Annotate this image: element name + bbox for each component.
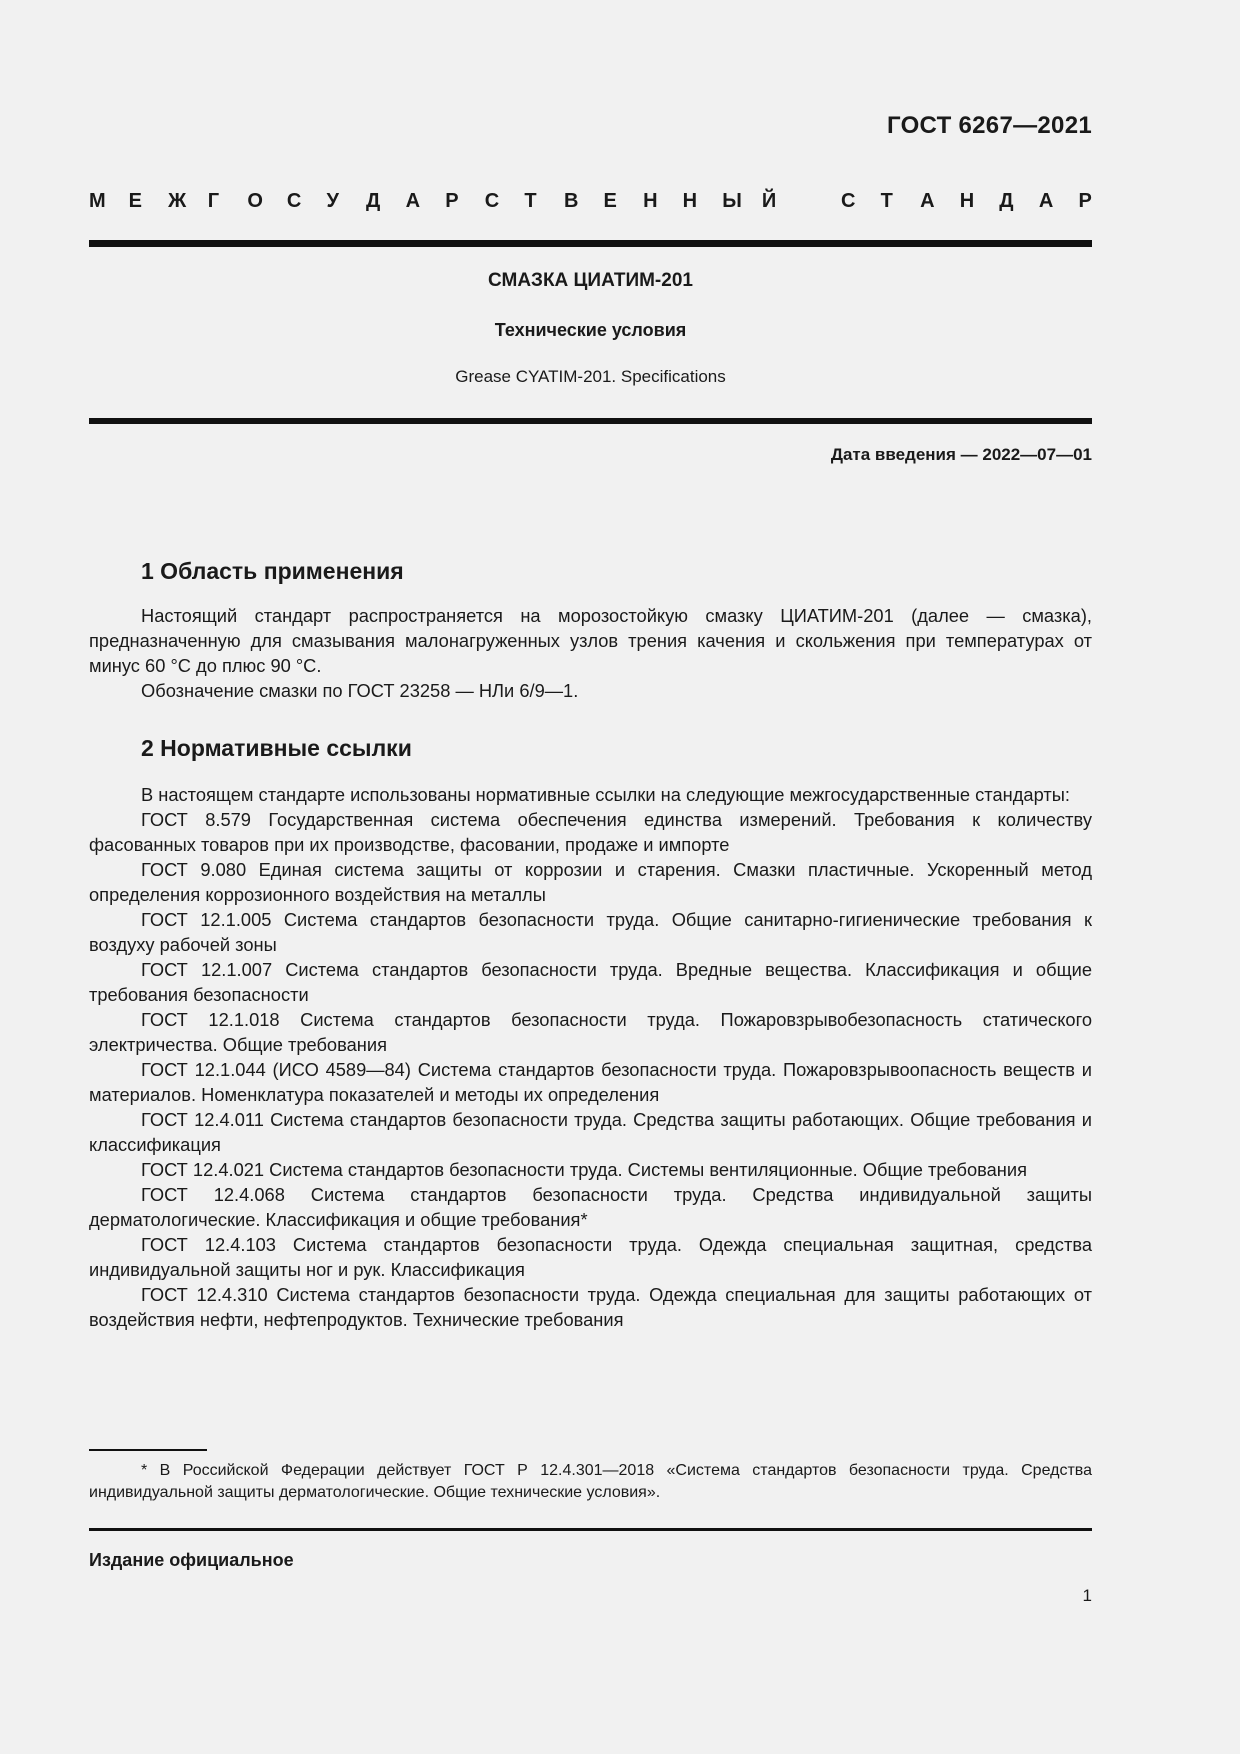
banner-letter: А [405, 190, 421, 212]
banner-letter: С [840, 190, 856, 212]
banner-letter: Ы [722, 190, 742, 212]
reference-item: ГОСТ 9.080 Единая система защиты от коррозии и старения. Смазки пластичные. Ускоренный метод определения коррозионного воздействия на металлы [89, 859, 1092, 905]
english-title: Grease CYATIM-201. Specifications [455, 367, 726, 386]
banner-letter: А [1038, 190, 1054, 212]
banner-letter: М [89, 190, 106, 212]
top-divider [89, 240, 1092, 247]
reference-item: ГОСТ 12.1.044 (ИСО 4589—84) Система стандартов безопасности труда. Пожаровзрывоопасность веществ и материалов. Номенклатура показателей и методы их определения [89, 1059, 1092, 1105]
banner-letter: Т [524, 190, 537, 212]
document-page [89, 0, 1092, 1754]
document-number: ГОСТ 6267—2021 [886, 112, 1092, 139]
banner-letter: Р [445, 190, 459, 212]
paragraph: Настоящий стандарт распространяется на морозостойкую смазку ЦИАТИМ-201 (далее — смазка), предназначенную для смазывания малонагруженных узлов трения качения и скольжения при температурах от минус 60 °С до плюс 90 °С. [89, 605, 1092, 676]
banner-letter: С [484, 190, 500, 212]
banner-letter: О [247, 190, 263, 212]
reference-item: ГОСТ 8.579 Государственная система обеспечения единства измерений. Требования к количеству фасованных товаров при их производстве, фасовании, продаже и импорте [89, 809, 1092, 855]
reference-item: ГОСТ 12.4.021 Система стандартов безопасности труда. Системы вентиляционные. Общие требования [141, 1159, 1027, 1180]
page-number: 1 [1082, 1586, 1092, 1605]
reference-item: ГОСТ 12.1.007 Система стандартов безопасности труда. Вредные вещества. Классификация и общие требования безопасности [89, 959, 1092, 1005]
section-heading-normative-references: 2 Нормативные ссылки [141, 735, 412, 761]
reference-item: ГОСТ 12.4.011 Система стандартов безопасности труда. Средства защиты работающих. Общие требования и классификация [89, 1109, 1092, 1155]
standard-type-banner [89, 190, 1092, 213]
banner-letter: Д [999, 190, 1014, 212]
banner-letter: Й [761, 190, 777, 212]
section-heading-scope: 1 Область применения [141, 558, 404, 584]
section-scope-body [89, 603, 1092, 703]
banner-letter: Е [603, 190, 617, 212]
banner-space [801, 190, 838, 213]
banner-letter: Г [207, 190, 220, 212]
section-references-body [89, 782, 1092, 1332]
banner-letter: Н [682, 190, 698, 212]
banner-letter: У [326, 190, 339, 212]
reference-item: ГОСТ 12.1.005 Система стандартов безопасности труда. Общие санитарно-гигиенические требования к воздуху рабочей зоны [89, 909, 1092, 955]
official-edition-label: Издание официальное [89, 1550, 294, 1570]
title-divider [89, 418, 1092, 424]
banner-letter: А [920, 190, 935, 212]
reference-item: ГОСТ 12.4.310 Система стандартов безопасности труда. Одежда специальная для защиты работающих от воздействия нефти, нефтепродуктов. Технические требования [89, 1284, 1092, 1330]
footnote: * В Российской Федерации действует ГОСТ Р 12.4.301—2018 «Система стандартов безопасности труда. Средства индивидуальной защиты дерматологические. Общие технические условия». [89, 1462, 1092, 1501]
footer-divider [89, 1528, 1092, 1531]
reference-item: ГОСТ 12.1.018 Система стандартов безопасности труда. Пожаровзрывобезопасность статического электричества. Общие требования [89, 1009, 1092, 1055]
banner-letter: Д [366, 190, 381, 212]
document-title: СМАЗКА ЦИАТИМ-201 [488, 270, 693, 291]
banner-letter: Т [880, 190, 893, 212]
banner-letter: Е [128, 190, 142, 212]
banner-letter: Н [643, 190, 658, 212]
document-subtitle: Технические условия [494, 320, 687, 340]
banner-letter: Н [959, 190, 975, 212]
paragraph: Обозначение смазки по ГОСТ 23258 — НЛи 6/9—1. [141, 680, 579, 701]
reference-item: ГОСТ 12.4.103 Система стандартов безопасности труда. Одежда специальная защитная, средства индивидуальной защиты ног и рук. Классификация [89, 1234, 1092, 1280]
footnote-separator [89, 1449, 207, 1451]
reference-item: ГОСТ 12.4.068 Система стандартов безопасности труда. Средства индивидуальной защиты дерматологические. Классификация и общие требования* [89, 1184, 1092, 1230]
banner-letter: С [286, 190, 302, 212]
banner-letter: Р [1078, 190, 1092, 212]
paragraph: В настоящем стандарте использованы нормативные ссылки на следующие межгосударственные стандарты: [141, 784, 1070, 805]
introduction-date: Дата введения — 2022—07—01 [830, 445, 1092, 464]
banner-letter: В [563, 190, 579, 212]
banner-letter: Ж [168, 190, 187, 212]
